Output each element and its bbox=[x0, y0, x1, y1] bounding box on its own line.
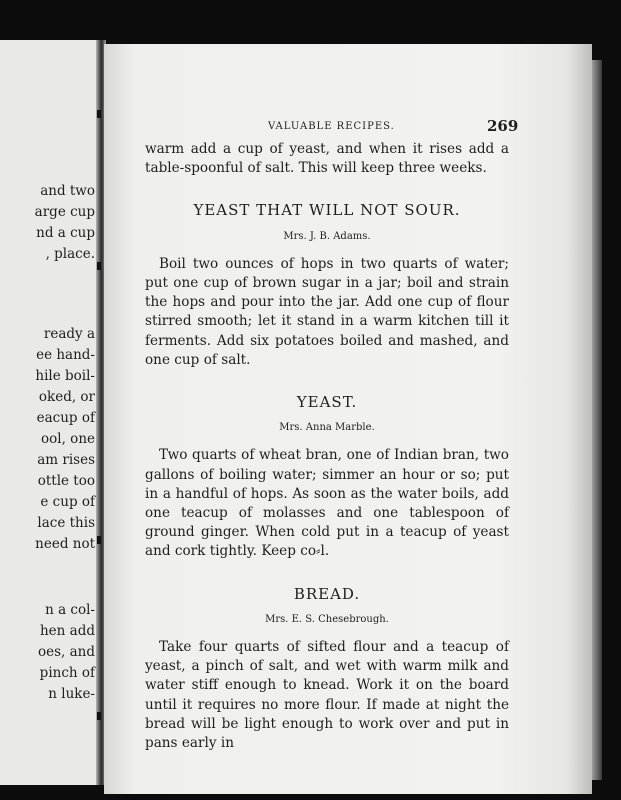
facing-line: arge cup bbox=[34, 204, 95, 220]
running-head: VALUABLE RECIPES. bbox=[268, 121, 395, 132]
binding-mark bbox=[97, 536, 101, 544]
facing-line: am rises bbox=[37, 452, 95, 468]
facing-line: lace this bbox=[37, 515, 95, 531]
recipe-yeast bbox=[145, 393, 509, 562]
facing-line: e cup of bbox=[40, 494, 95, 510]
continuation-paragraph: warm add a cup of yeast, and when it rises add a table-spoonful of salt. This will keep three weeks. bbox=[145, 141, 509, 177]
recipe-author: Mrs. E. S. Chesebrough. bbox=[265, 613, 389, 625]
facing-line: ee hand- bbox=[36, 347, 95, 363]
facing-line: oked, or bbox=[38, 389, 95, 405]
recipe-text: Boil two ounces of hops in two quarts of water; put one cup of brown sugar in a jar; boil and strain the hops and pour into the jar. Add one cup of flour stirred smooth; let it stand in a warm kitchen till it ferments. Add six potatoes boiled and mashed, and one cup of salt. bbox=[145, 255, 509, 368]
facing-line: , place. bbox=[45, 246, 95, 262]
recipe-title: BREAD. bbox=[293, 584, 361, 603]
facing-page-fragment bbox=[0, 40, 99, 785]
binding-mark bbox=[97, 262, 101, 270]
facing-line: eacup of bbox=[36, 410, 95, 426]
facing-line: and two bbox=[40, 183, 95, 199]
recipe-title: YEAST. bbox=[296, 393, 358, 412]
recipe-title: YEAST THAT WILL NOT SOUR. bbox=[193, 201, 461, 220]
facing-text-block-a bbox=[0, 181, 95, 265]
main-page bbox=[104, 44, 592, 794]
recipe-text: Take four quarts of sifted flour and a teacup of yeast, a pinch of salt, and wet with warm milk and water stiff enough to knead. Work it on the board until it requires no more flour. If made at night the bread will be light enough to work over and put in pans early in bbox=[145, 639, 509, 752]
facing-line: nd a cup bbox=[36, 225, 95, 241]
page-number: 269 bbox=[487, 117, 519, 135]
recipe-text: Two quarts of wheat bran, one of Indian bran, two gallons of boiling water; simmer an hour or so; put in a handful of hops. As soon as the water boils, add one teacup of molasses and one tablespoon of ground ginger. When cold put in a teacup of yeast and cork tightly. Keep co⸗l. bbox=[145, 447, 509, 560]
binding-mark bbox=[97, 110, 101, 118]
facing-line: ool, one bbox=[41, 431, 95, 447]
facing-text-block-c bbox=[0, 600, 95, 705]
binding-mark bbox=[97, 712, 101, 720]
facing-line: ottle too bbox=[37, 473, 95, 489]
facing-line: n a col- bbox=[45, 602, 95, 618]
page-body bbox=[145, 140, 509, 753]
facing-text-block-b bbox=[0, 324, 95, 555]
recipe-bread bbox=[145, 585, 509, 754]
facing-line: ready a bbox=[43, 326, 95, 342]
recipe-yeast-that-will-not-sour bbox=[145, 201, 509, 370]
facing-line: n luke- bbox=[48, 686, 95, 702]
facing-line: oes, and bbox=[37, 644, 95, 660]
facing-line: hile boil- bbox=[35, 368, 95, 384]
facing-line: need not bbox=[35, 536, 95, 552]
recipe-author: Mrs. J. B. Adams. bbox=[283, 230, 371, 242]
page-edge-shadow bbox=[592, 60, 602, 780]
recipe-author: Mrs. Anna Marble. bbox=[279, 422, 375, 434]
facing-line: pinch of bbox=[39, 665, 95, 681]
facing-line: hen add bbox=[39, 623, 95, 639]
